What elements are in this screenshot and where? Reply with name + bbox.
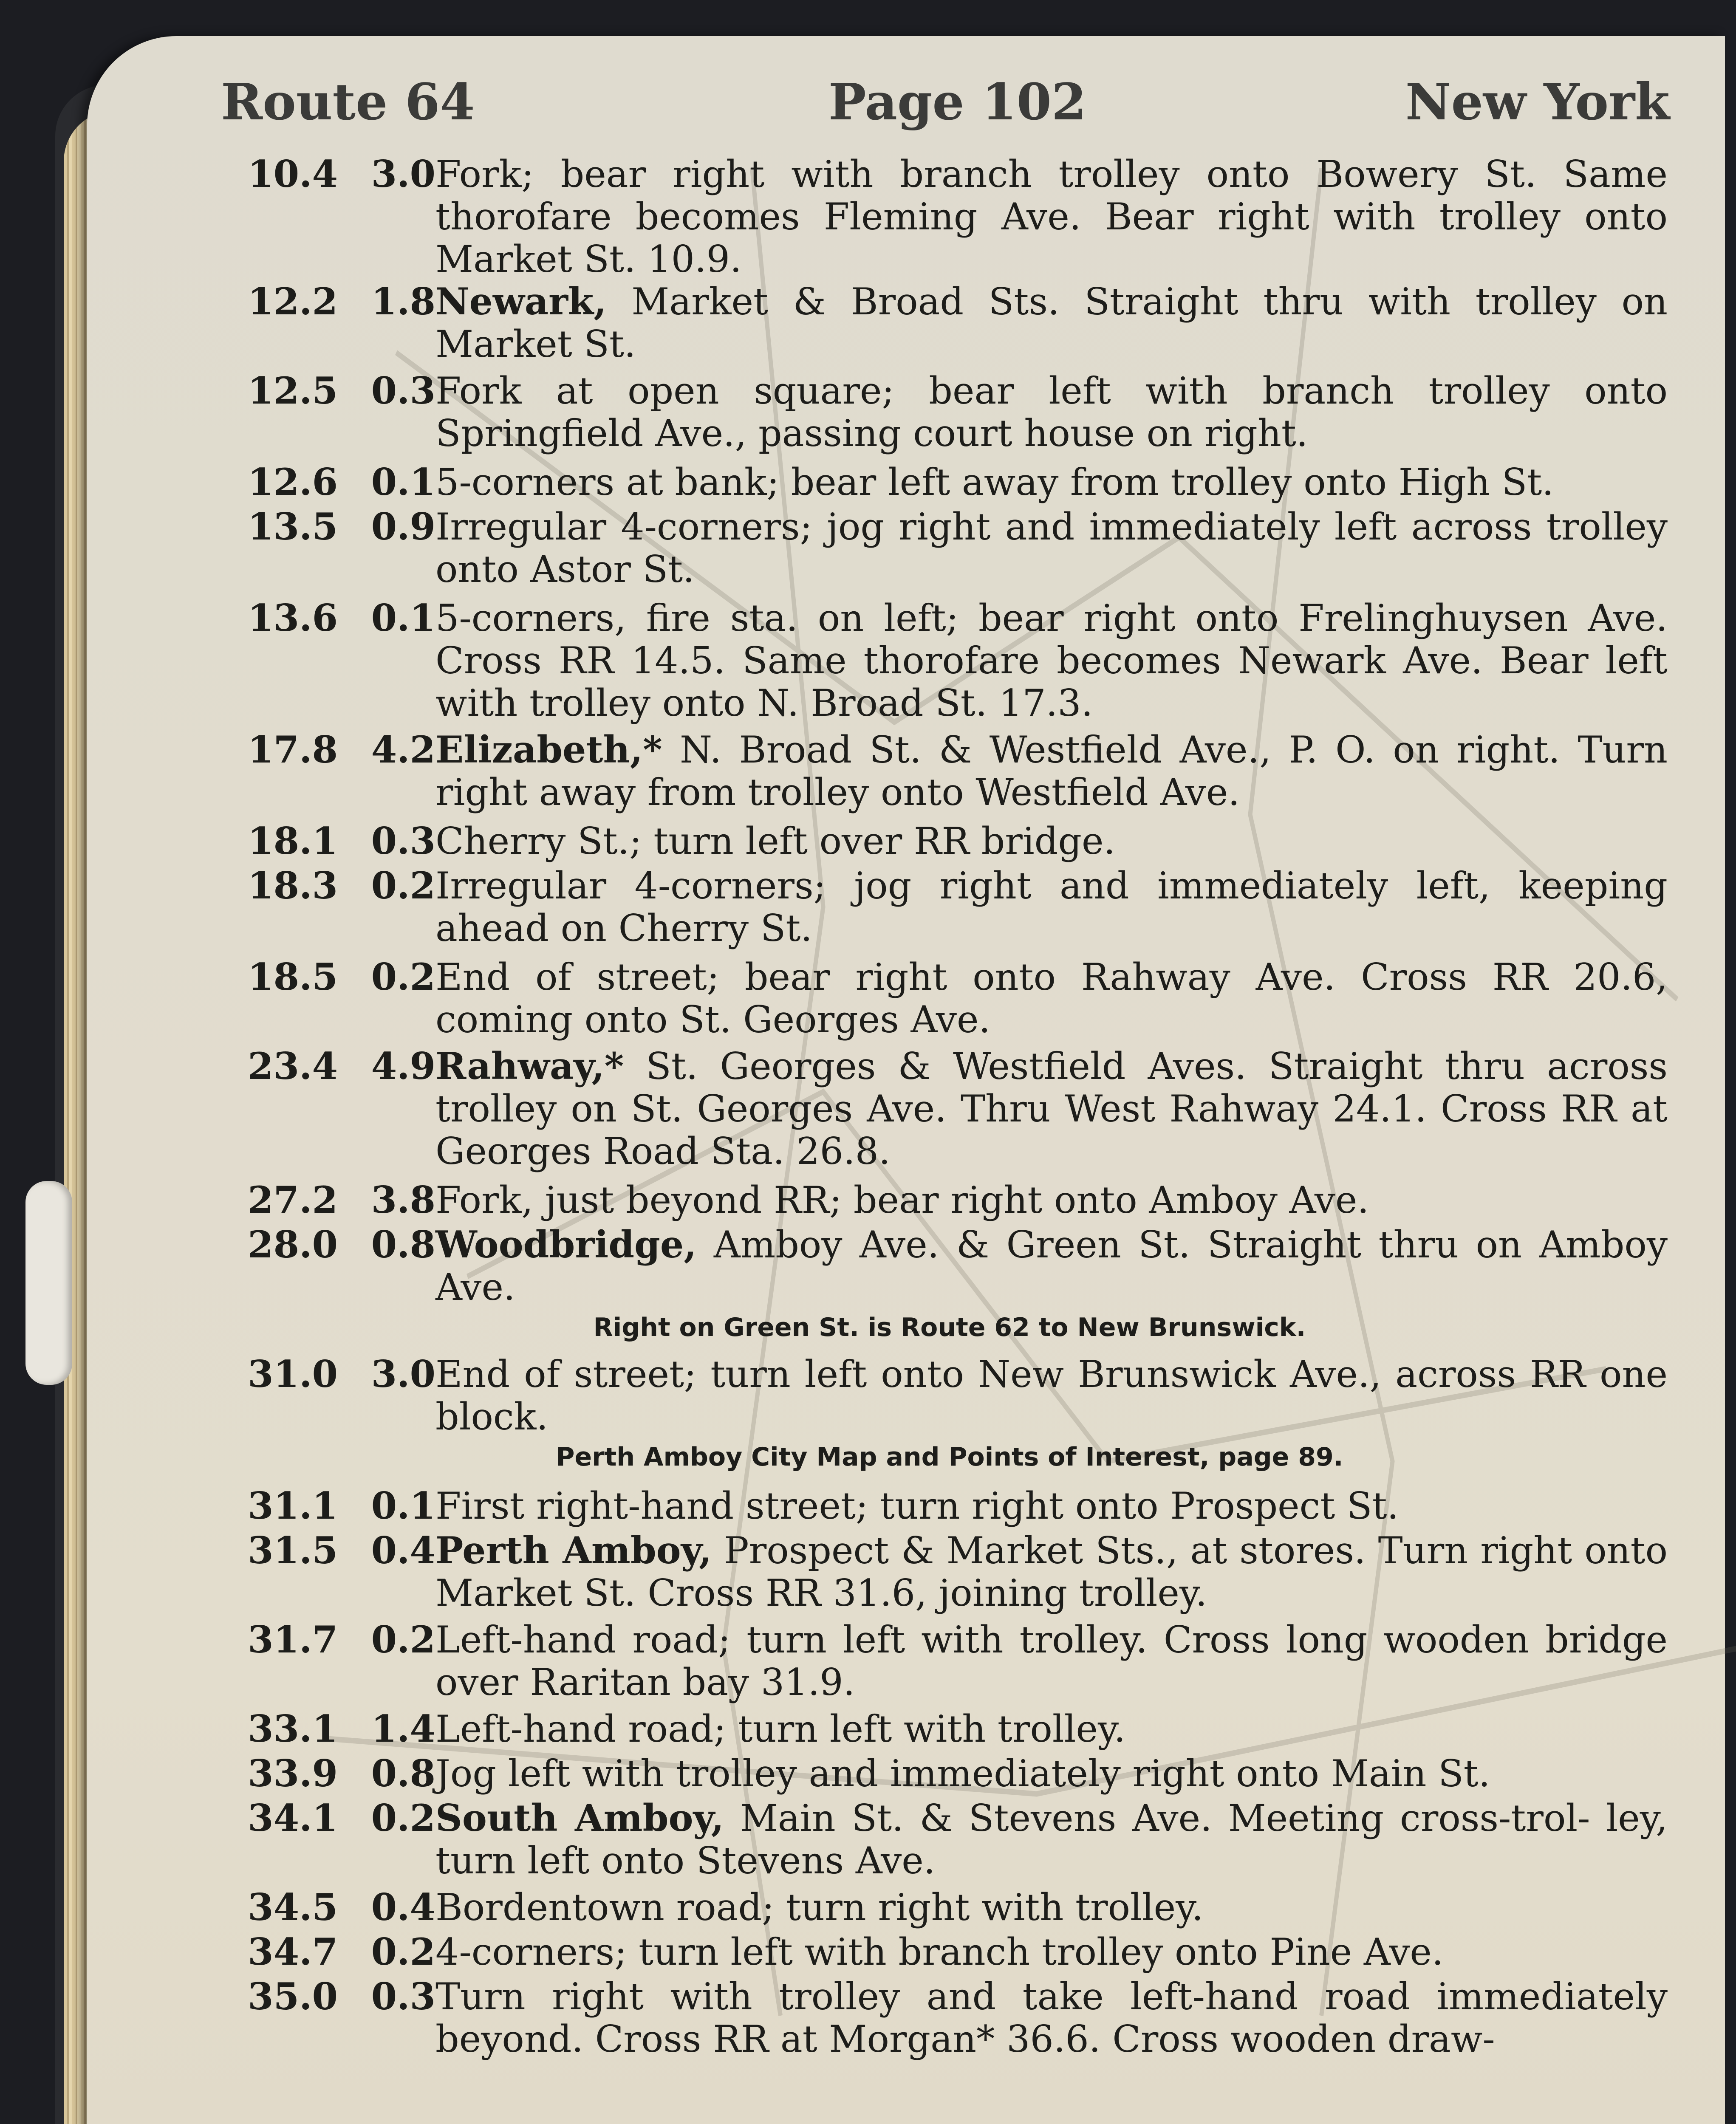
direction-line: Turn right with trolley and take left-hand road immediately bbox=[435, 1975, 1668, 2018]
segment-mileage: 0.4 bbox=[371, 1528, 435, 1572]
segment-mileage: 0.2 bbox=[371, 1796, 435, 1840]
direction-line: First right-hand street; turn right onto Prospect St. bbox=[435, 1484, 1399, 1528]
direction-line: trolley onto Astor St. bbox=[435, 505, 1668, 591]
cumulative-mileage: 18.5 bbox=[248, 955, 338, 999]
direction-line: Amboy Ave. & Green St. Straight thru on bbox=[696, 1223, 1522, 1266]
direction-line: 4-corners; turn left with branch trolley onto Pine Ave. bbox=[435, 1930, 1444, 1974]
segment-mileage: 0.2 bbox=[371, 864, 435, 907]
direction-line: Fork, just beyond RR; bear right onto Amboy Ave. bbox=[435, 1178, 1369, 1222]
segment-mileage: 0.3 bbox=[371, 369, 435, 412]
segment-mileage: 1.8 bbox=[371, 280, 435, 323]
direction-text bbox=[435, 370, 1668, 455]
cumulative-mileage: 31.0 bbox=[248, 1352, 338, 1396]
direction-line: thorofare becomes Fleming Ave. Bear right with trolley bbox=[435, 195, 1561, 238]
direction-text bbox=[435, 1752, 1668, 1795]
cumulative-mileage: 10.4 bbox=[248, 152, 338, 196]
direction-text bbox=[435, 820, 1668, 862]
direction-text bbox=[435, 461, 1668, 503]
town-name: Elizabeth,* bbox=[435, 728, 662, 771]
direction-text bbox=[435, 956, 1668, 1041]
cumulative-mileage: 33.1 bbox=[248, 1707, 338, 1751]
direction-line: Jog left with trolley and immediately right onto Main St. bbox=[435, 1752, 1490, 1795]
direction-line: Irregular 4-corners; jog right and immediately left, keeping bbox=[435, 864, 1668, 907]
route-number: Route 64 bbox=[221, 72, 475, 131]
town-name: Newark, bbox=[435, 280, 607, 323]
direction-text bbox=[435, 1708, 1668, 1750]
direction-text bbox=[435, 1485, 1668, 1527]
town-name: Woodbridge, bbox=[435, 1223, 697, 1266]
direction-line: St. Georges & Westfield Aves. Straight thru across bbox=[624, 1045, 1668, 1088]
cumulative-mileage: 12.5 bbox=[248, 369, 338, 412]
segment-mileage: 0.3 bbox=[371, 819, 435, 863]
cumulative-mileage: 34.5 bbox=[248, 1885, 338, 1929]
direction-line: End of street; bear right onto Rahway Ave. Cross RR 20.6, bbox=[435, 955, 1668, 999]
direction-line: Cherry St.; turn left over RR bridge. bbox=[435, 819, 1116, 863]
direction-text bbox=[435, 280, 1668, 365]
state-name: New York bbox=[1405, 72, 1670, 131]
direction-text bbox=[435, 1223, 1668, 1308]
direction-line: End of street; turn left onto New Brunswick Ave., across RR bbox=[435, 1353, 1586, 1396]
direction-text bbox=[435, 729, 1668, 813]
page-number: Page 102 bbox=[828, 72, 1086, 131]
town-name: South Amboy, bbox=[435, 1796, 724, 1840]
segment-mileage: 0.2 bbox=[371, 1930, 435, 1974]
cumulative-mileage: 18.3 bbox=[248, 864, 338, 907]
cumulative-mileage: 31.7 bbox=[248, 1618, 338, 1661]
direction-line: coming onto St. Georges Ave. bbox=[435, 998, 991, 1041]
direction-line: Main St. & Stevens Ave. Meeting cross-trol- bbox=[724, 1796, 1590, 1840]
cumulative-mileage: 34.1 bbox=[248, 1796, 338, 1840]
route-note-perth: Perth Amboy City Map and Points of Interest, page 89. bbox=[556, 1442, 1343, 1472]
direction-line: N. Broad St. & Westfield Ave., P. O. on right. bbox=[662, 728, 1560, 771]
direction-line: Straight thru with trolley on Market St. bbox=[435, 280, 1668, 366]
segment-mileage: 3.0 bbox=[371, 1352, 435, 1396]
direction-line: RR at Georges Road Sta. 26.8. bbox=[435, 1087, 1668, 1173]
segment-mileage: 0.2 bbox=[371, 1618, 435, 1661]
segment-mileage: 4.2 bbox=[371, 728, 435, 771]
segment-mileage: 0.3 bbox=[371, 1974, 435, 2018]
direction-text bbox=[435, 1179, 1668, 1221]
direction-line: Ave. Cross RR 14.5. Same thorofare becomes Newark Ave. bbox=[435, 596, 1668, 682]
direction-line: onto Market St. 10.9. bbox=[435, 195, 1668, 281]
direction-line: Market & Broad Sts. bbox=[606, 280, 1060, 323]
direction-line: one block. bbox=[435, 1353, 1668, 1438]
cumulative-mileage: 12.6 bbox=[248, 460, 338, 504]
segment-mileage: 0.1 bbox=[371, 1484, 435, 1528]
direction-line: 5-corners, fire sta. on left; bear right onto Frelinghuysen bbox=[435, 596, 1568, 640]
cumulative-mileage: 13.5 bbox=[248, 505, 338, 548]
cumulative-mileage: 17.8 bbox=[248, 728, 338, 771]
direction-text bbox=[435, 1353, 1668, 1438]
direction-text bbox=[435, 153, 1668, 280]
direction-text bbox=[435, 506, 1668, 590]
route-note-green: Right on Green St. is Route 62 to New Brunswick. bbox=[593, 1313, 1306, 1342]
segment-mileage: 4.9 bbox=[371, 1044, 435, 1088]
segment-mileage: 0.1 bbox=[371, 460, 435, 504]
cumulative-mileage: 27.2 bbox=[248, 1178, 338, 1222]
town-name: Perth Amboy, bbox=[435, 1528, 712, 1572]
direction-line: Fork; bear right with branch trolley onto Bowery St. Same bbox=[435, 153, 1668, 196]
direction-line: Amboy Ave. bbox=[435, 1223, 1668, 1309]
bookmark-clip bbox=[25, 1181, 72, 1385]
cumulative-mileage: 31.1 bbox=[248, 1484, 338, 1528]
town-name: Rahway,* bbox=[435, 1044, 624, 1088]
segment-mileage: 0.2 bbox=[371, 955, 435, 999]
direction-line: onto Market St. Cross RR 31.6, joining trolley. bbox=[435, 1529, 1668, 1615]
direction-line: ley, turn left onto Stevens Ave. bbox=[435, 1796, 1668, 1882]
direction-text bbox=[435, 1931, 1668, 1973]
cumulative-mileage: 34.7 bbox=[248, 1930, 338, 1974]
cumulative-mileage: 35.0 bbox=[248, 1974, 338, 2018]
segment-mileage: 0.9 bbox=[371, 505, 435, 548]
page-header bbox=[221, 72, 1670, 132]
cumulative-mileage: 31.5 bbox=[248, 1528, 338, 1572]
direction-text bbox=[435, 1045, 1668, 1172]
cumulative-mileage: 33.9 bbox=[248, 1751, 338, 1795]
direction-line: trolley on St. Georges Ave. Thru West Rahway 24.1. Cross bbox=[435, 1087, 1547, 1130]
direction-line: Left-hand road; turn left with trolley. Cross long wooden bbox=[435, 1618, 1530, 1661]
direction-line: Prospect & Market Sts., at stores. Turn right bbox=[712, 1529, 1572, 1572]
cumulative-mileage: 23.4 bbox=[248, 1044, 338, 1088]
direction-line: Bear left with trolley onto N. Broad St. 17.3. bbox=[435, 639, 1668, 725]
direction-text bbox=[435, 1886, 1668, 1929]
direction-line: Fork at open square; bear left with branch trolley onto bbox=[435, 369, 1668, 412]
direction-line: 5-corners at bank; bear left away from trolley onto High St. bbox=[435, 460, 1554, 504]
segment-mileage: 1.4 bbox=[371, 1707, 435, 1751]
direction-line: Turn right away from trolley onto Westfield Ave. bbox=[435, 728, 1668, 814]
direction-line: bridge over Raritan bay 31.9. bbox=[435, 1618, 1668, 1704]
cumulative-mileage: 18.1 bbox=[248, 819, 338, 863]
direction-line: Springfield Ave., passing court house on right. bbox=[435, 412, 1308, 455]
segment-mileage: 3.0 bbox=[371, 152, 435, 196]
cumulative-mileage: 28.0 bbox=[248, 1223, 338, 1266]
direction-line: Irregular 4-corners; jog right and immediately left across bbox=[435, 505, 1532, 548]
direction-text bbox=[435, 1529, 1668, 1614]
direction-line: Left-hand road; turn left with trolley. bbox=[435, 1707, 1126, 1751]
direction-line: ahead on Cherry St. bbox=[435, 907, 812, 950]
direction-text bbox=[435, 1975, 1668, 2060]
direction-text bbox=[435, 864, 1668, 949]
direction-line: beyond. Cross RR at Morgan* 36.6. Cross wooden draw- bbox=[435, 2017, 1495, 2061]
segment-mileage: 0.1 bbox=[371, 596, 435, 640]
direction-line: Bordentown road; turn right with trolley. bbox=[435, 1886, 1204, 1929]
cumulative-mileage: 13.6 bbox=[248, 596, 338, 640]
direction-text bbox=[435, 1618, 1668, 1703]
segment-mileage: 3.8 bbox=[371, 1178, 435, 1222]
segment-mileage: 0.4 bbox=[371, 1885, 435, 1929]
direction-text bbox=[435, 597, 1668, 724]
cumulative-mileage: 12.2 bbox=[248, 280, 338, 323]
direction-text bbox=[435, 1797, 1668, 1882]
segment-mileage: 0.8 bbox=[371, 1751, 435, 1795]
segment-mileage: 0.8 bbox=[371, 1223, 435, 1266]
